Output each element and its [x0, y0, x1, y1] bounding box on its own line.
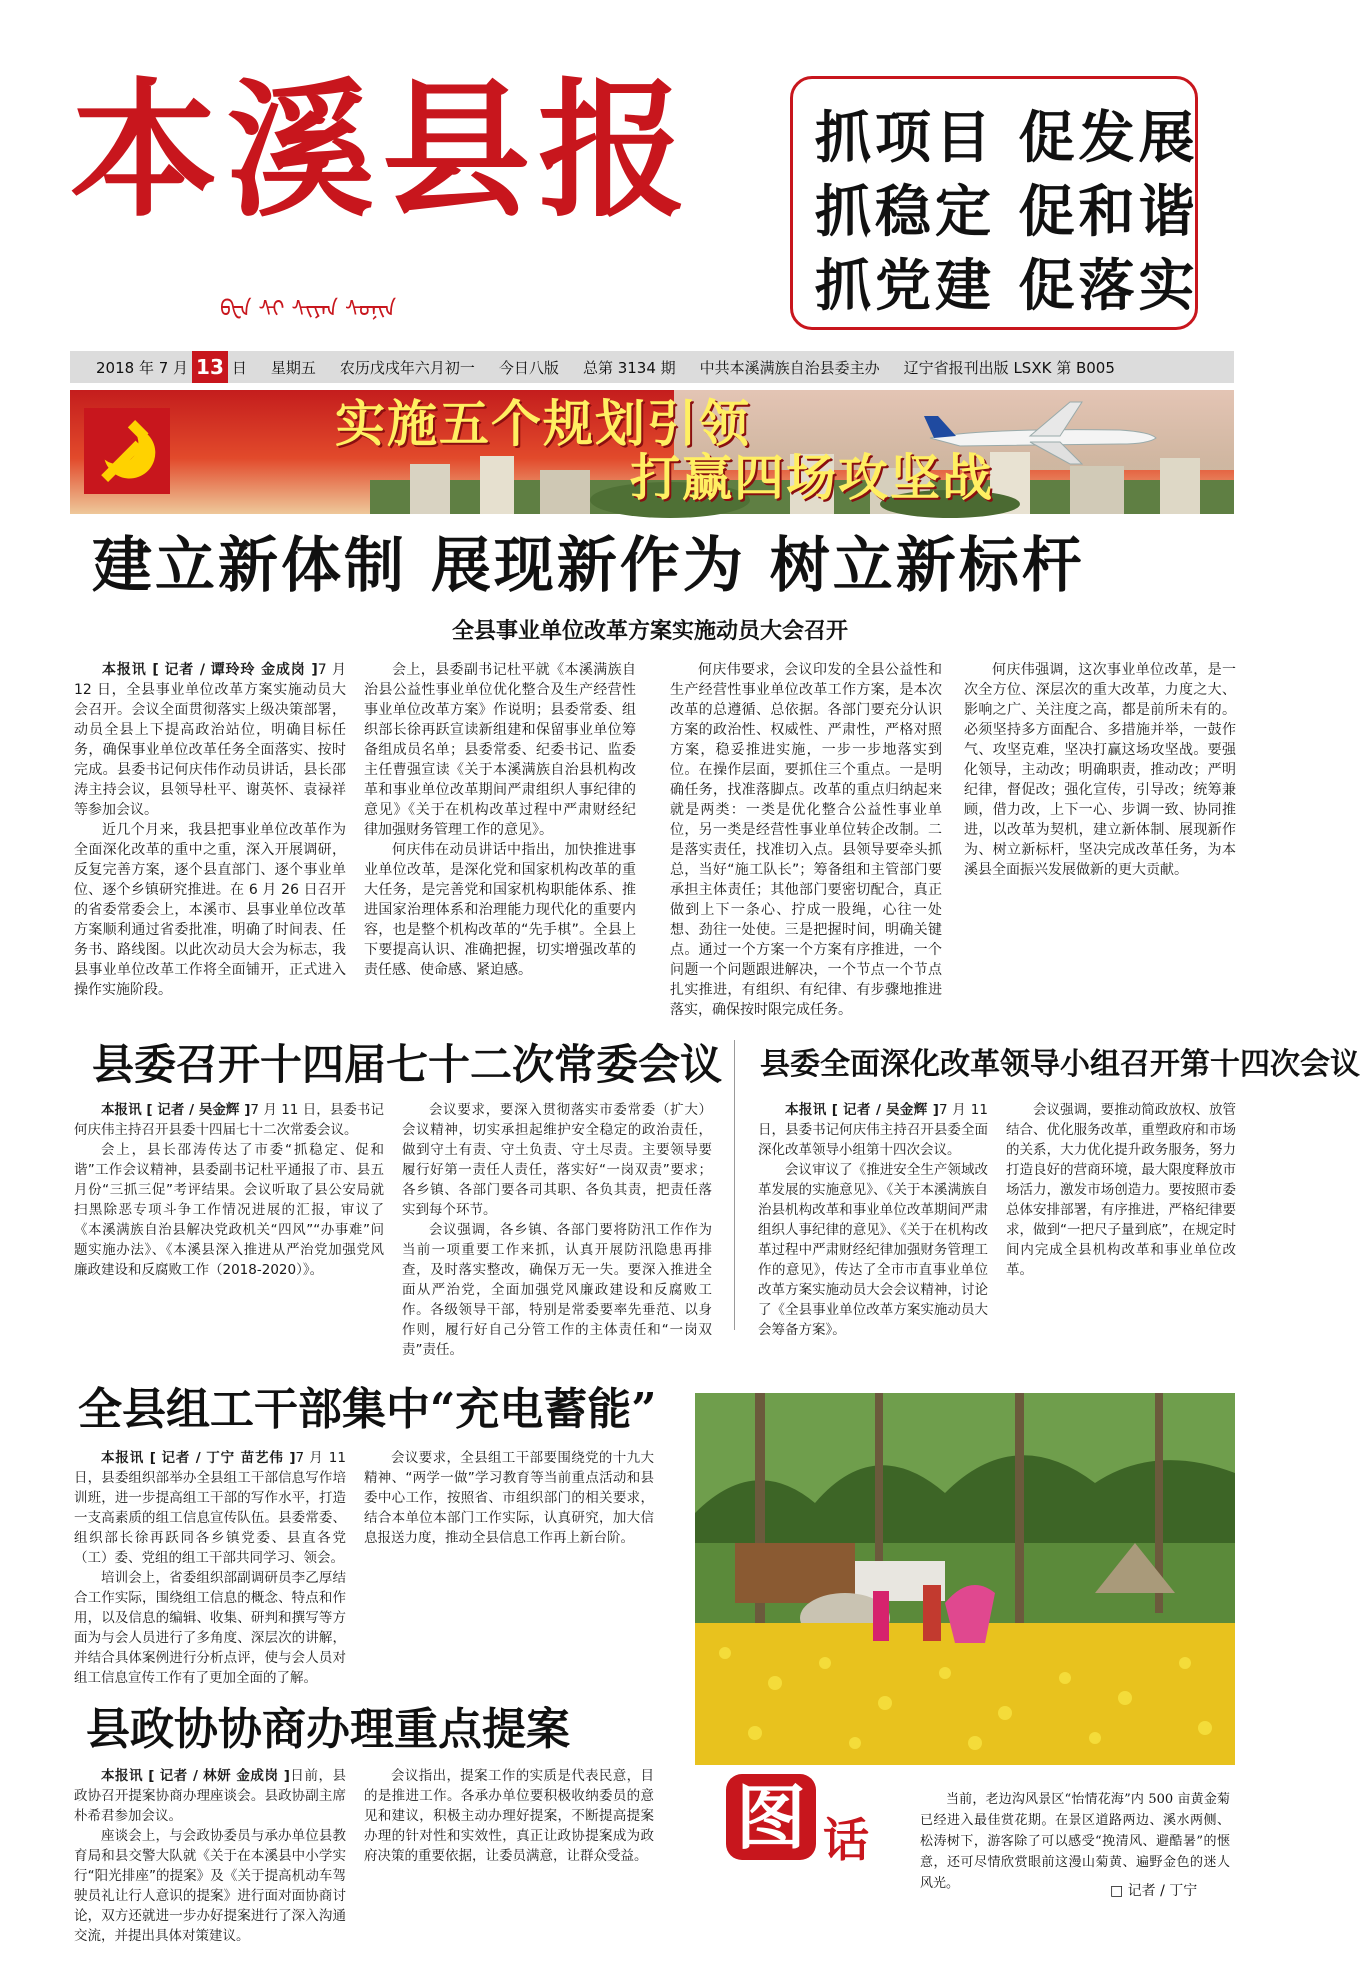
paragraph: 会议指出，提案工作的实质是代表民意，目的是推进工作。各承办单位要积极收纳委员的意见和建议，积极主动办理好提案，不断提高提案办理的针对性和实效性，真正让政协提案成为政府决策的重要依据，让委员满意，让群众受益。	[364, 1768, 654, 1864]
paragraph: 7 月 12 日，全县事业单位改革方案实施动员大会召开。会议全面贯彻落实上级决策部署，动员全县上下提高政治站位，明确目标任务，确保事业单位改革任务全面落实、按时完成。县委书记何庆伟作动员讲话，县长邵涛主持会议，县领导杜平、谢英怀、袁禄祥等参加会议。	[74, 662, 346, 818]
paragraph: 会上，县长邵涛传达了市委“抓稳定、促和谐”工作会议精神，县委副书记杜平通报了市、县五月份“三抓三促”考评结果。会议听取了县公安局就扫黑除恶专项斗争工作情况进展的汇报，审议了《本溪满族自治县解决党政机关“四风”“办事难”问题实施办法》、《本溪县深入推进从严治党加强党风廉政建设和反腐败工作（2018-2020）》。	[74, 1142, 384, 1278]
page-count: 今日八版	[498, 358, 559, 377]
byline: 本报讯 [ 记者 / 吴金辉 ]	[785, 1102, 939, 1118]
byline: 本报讯 [ 记者 / 吴金辉 ]	[101, 1102, 251, 1118]
date-day: 13	[192, 351, 228, 383]
logo-char-tu: 图	[736, 1777, 806, 1859]
paragraph: 近几个月来，我县把事业单位改革作为全面深化改革的重中之重，深入开展调研，反复完善方案，逐个县直部门、逐个事业单位、逐个乡镇研究推进。在 6 月 26 日召开的省委常委会上，本溪市、县事业单位改革方案顺利通过省委批准，明确了时间表、任务书、路线图。以此次动员大会为标志，我县事业单位改革工作将全面铺开，正式进入操作实施阶段。	[74, 822, 346, 998]
slogan-box	[790, 76, 1198, 330]
flower-field-photo	[695, 1393, 1235, 1765]
paper-name-mongolian: ᠪᠧᠨ ᠰᠢ ᠰᠢᠶᠠᠨ ᠰᠣᠨᠢᠨ	[220, 297, 397, 322]
article5-column-2	[364, 1766, 654, 1936]
weekday: 星期五	[270, 358, 316, 377]
paragraph: 会议强调，各乡镇、各部门要将防汛工作作为当前一项重要工作来抓，认真开展防汛隐患再排查，及时落实整改，确保万无一失。要深入推进全面从严治党，全面加强党风廉政建设和反腐败工作。各级领导干部，特别是常委要率先垂范、以身作则，履行好自己分管工作的主体责任和“一岗双责”责任。	[402, 1222, 712, 1358]
lead-column-4	[964, 660, 1236, 1060]
issue-number: 总第 3134 期	[582, 358, 676, 377]
paper-name: 本溪县报	[70, 63, 694, 237]
paragraph: 何庆伟要求，会议印发的全县公益性和生产经营性事业单位改革工作方案，是本次改革的总遵循、总依据。各部门要充分认识方案的政治性、权威性、严肃性，严格对照方案，稳妥推进实施，一步一步地落实到位。在操作层面，要抓住三个重点。一是明确任务，找准落脚点。改革的重点归纳起来就是两类：一类是优化整合公益性事业单位，另一类是经营性事业单位转企改制。二是落实责任，找准切入点。县领导要牵头抓总，当好“施工队长”；筹备组和主管部门要承担主体责任；其他部门要密切配合，真正做到上下一条心、拧成一股绳，心往一处想、劲往一处使。三是把握时间，明确关键点。通过一个方案一个方案有序推进，一个问题一个问题跟进解决，一个节点一个节点扎实推进，有组织、有纪律、有步骤地推进落实，确保按时限完成任务。	[670, 662, 942, 1018]
paragraph: 日前，县政协召开提案协商办理座谈会。县政协副主席朴希君参加会议。	[74, 1768, 346, 1824]
paragraph: 会上，县委副书记杜平就《本溪满族自治县公益性事业单位优化整合及生产经营性事业单位改革方案》作说明；县委常委、组织部长徐再跃宣读新组建和保留事业单位筹备组成员名单；县委常委、纪委书记、监委主任曹强宣读《关于本溪满族自治县机构改革和事业单位改革期间严肃组织人事纪律的意见》《关于在机构改革过程中严肃财经纪律加强财务管理工作的意见》。	[364, 662, 636, 838]
logo-char-hua: 话	[823, 1813, 869, 1867]
party-emblem-icon	[84, 408, 170, 494]
date-prefix: 2018 年 7 月	[96, 358, 189, 377]
article4-column-2	[364, 1448, 654, 1688]
caption-text: 当前，老边沟风景区“怡情花海”内 500 亩黄金菊已经进入最佳赏花期。在景区道路两边、溪水两侧、松涛树下，游客除了可以感受“挽清风、避酷暑”的惬意，还可尽情欣赏眼前这漫山菊黄、遍野金色的迷人风光。	[920, 1792, 1230, 1891]
paragraph: 7 月 11 日，县委书记何庆伟主持召开县委十四届七十二次常委会议。	[74, 1102, 384, 1138]
paragraph: 何庆伟在动员讲话中指出，加快推进事业单位改革，是深化党和国家机构改革的重大任务，是完善党和国家机构职能体系、推进国家治理体系和治理能力现代化的重要内容，也是整个机构改革的“先手棋”。全县上下要提高认识、准确把握，切实增强改革的责任感、使命感、紧迫感。	[364, 842, 636, 978]
issue-info-bar	[70, 351, 1234, 383]
photo-caption	[920, 1789, 1230, 1894]
lunar-date: 农历戊戌年六月初一	[339, 358, 475, 377]
paragraph: 7 月 11 日，县委组织部举办全县组工干部信息写作培训班，进一步提高组工干部的写作水平，打造一支高素质的组工信息宣传队伍。县委常委、组织部长徐再跃同各乡镇党委、县直各党（工）委、党组的组工干部共同学习、领会。	[74, 1450, 346, 1566]
photo-credit: □ 记者 / 丁宁	[1110, 1883, 1198, 1899]
publication-license: 辽宁省报刊出版 LSXK 第 B005	[903, 358, 1115, 377]
article3-column-2	[1006, 1100, 1236, 1338]
date-suffix: 日	[231, 358, 247, 377]
article-headline: 县政协协商办理重点提案	[86, 1704, 570, 1755]
paragraph: 会议要求，要深入贯彻落实市委常委（扩大）会议精神，切实承担起维护安全稳定的政治责任，做到守土有责、守土负责、守土尽责。主要领导要履行好第一责任人责任，落实好“一岗双责”要求；各乡镇、各部门要各司其职、各负其责，把责任落实到每个环节。	[402, 1102, 712, 1218]
article5-column-1	[74, 1766, 346, 1944]
flower-field-illustration-icon	[695, 1393, 1235, 1765]
paragraph: 会议审议了《推进安全生产领域改革发展的实施意见》、《关于本溪满族自治县机构改革和事业单位改革期间严肃组织人事纪律的意见》、《关于在机构改革过程中严肃财经纪律加强财务管理工作的意见》，传达了全市市直事业单位改革方案实施动员大会会议精神，讨论了《全县事业单位改革方案实施动员大会筹备方案》。	[758, 1162, 988, 1338]
slogan-line: 抓稳定 促和谐	[815, 179, 1199, 245]
paragraph: 会议强调，要推动简政放权、放管结合、优化服务改革，重塑政府和市场的关系，大力优化提升政务服务，努力打造良好的营商环境，最大限度释放市场活力，激发市场创造力。要按照市委总体安排部署，有序推进，严格纪律要求，做到“一把尺子量到底”，在规定时间内完成全县机构改革和事业单位改革。	[1006, 1102, 1236, 1278]
banner	[70, 390, 1234, 514]
tuhua-logo	[720, 1770, 890, 1870]
article-headline: 县委召开十四届七十二次常委会议	[92, 1040, 723, 1089]
paragraph: 7 月 11 日，县委书记何庆伟主持召开县委全面深化改革领导小组第十四次会议。	[758, 1102, 988, 1158]
paragraph: 何庆伟强调，这次事业单位改革，是一次全方位、深层次的重大改革，力度之大、影响之广、关注度之高，都是前所未有的。必须坚持多方面配合、多措施并举，一鼓作气、攻坚克难，坚决打赢这场攻坚战。要强化领导，主动改；明确职责，推动改；严明纪律，督促改；强化宣传，引导改；统筹兼顾，借力改，上下一心、步调一致、协同推进，以改革为契机，建立新体制、展现新作为、树立新标杆，坚决完成改革任务，为本溪县全面振兴发展做新的更大贡献。	[964, 662, 1236, 878]
article-headline: 县委全面深化改革领导小组召开第十四次会议	[760, 1047, 1360, 1082]
article-headline: 全县组工干部集中“充电蓄能”	[78, 1384, 657, 1435]
slogan-line: 抓项目 促发展	[815, 105, 1199, 171]
lead-column-3	[670, 660, 942, 1060]
article2-column-2	[402, 1100, 712, 1358]
lead-headline: 建立新体制 展现新作为 树立新标杆	[92, 531, 1085, 601]
article4-column-1	[74, 1448, 346, 1688]
paragraph: 培训会上，省委组织部副调研员李乙厚结合工作实际，围绕组工信息的概念、特点和作用，以及信息的编辑、收集、研判和撰写等方面为与会人员进行了多角度、深层次的讲解，并结合具体案例进行分析点评，使与会人员对组工信息宣传工作有了更加全面的了解。	[74, 1570, 346, 1686]
lead-column-2	[364, 660, 636, 1060]
article2-column-1	[74, 1100, 384, 1318]
byline: 本报讯 [ 记者 / 谭玲玲 金成岗 ]	[102, 662, 318, 678]
banner-slogan-line2: 打赢四场攻坚战	[630, 449, 994, 507]
lead-column-1	[74, 660, 346, 1060]
column-divider	[734, 1040, 735, 1330]
masthead	[70, 60, 770, 320]
paragraph: 会议要求，全县组工干部要围绕党的十九大精神、“两学一做”学习教育等当前重点活动和县委中心工作，按照省、市组织部门的相关要求，结合本单位本部门工作实际，认真研究，加大信息报送力度，推动全县信息工作再上新台阶。	[364, 1450, 654, 1546]
lead-subtitle: 全县事业单位改革方案实施动员大会召开	[451, 618, 848, 644]
slogan-line: 抓党建 促落实	[815, 253, 1199, 319]
banner-slogan-line1: 实施五个规划引领	[335, 395, 751, 453]
byline: 本报讯 [ 记者 / 丁宁 苗艺伟 ]	[101, 1450, 296, 1466]
byline: 本报讯 [ 记者 / 林妍 金成岗 ]	[101, 1768, 290, 1784]
paragraph: 座谈会上，与会政协委员与承办单位县教育局和县交警大队就《关于在本溪县中小学实行“阳光排座”的提案》及《关于提高机动车驾驶员礼让行人意识的提案》进行面对面协商讨论，双方还就进一步办好提案进行了深入沟通交流，并提出具体对策建议。	[74, 1828, 346, 1944]
article3-column-1	[758, 1100, 988, 1338]
sponsor: 中共本溪满族自治县委主办	[699, 358, 880, 377]
